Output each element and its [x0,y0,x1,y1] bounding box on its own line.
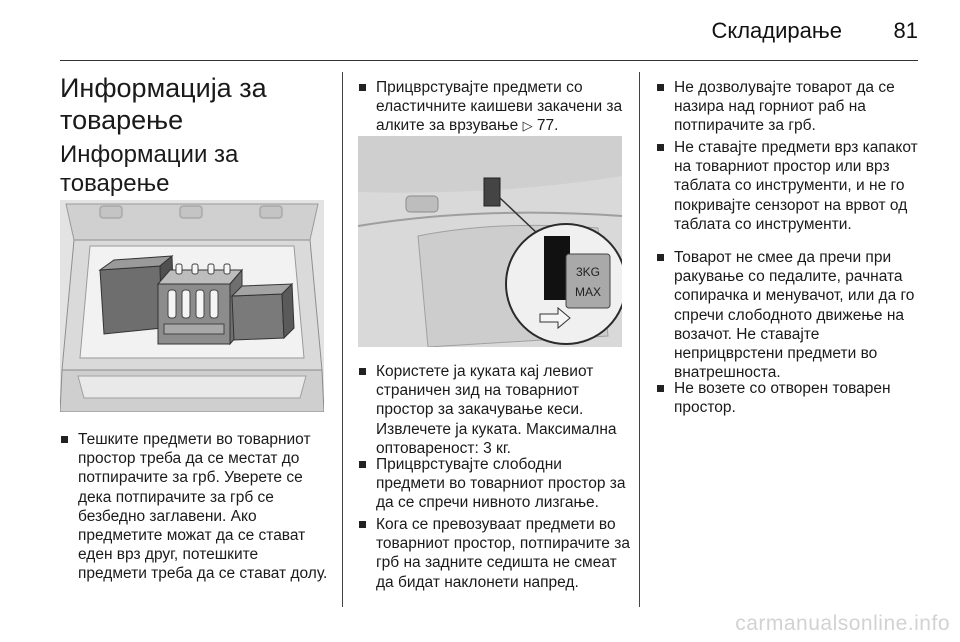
bullet-elastic-straps-text: Прицврстувајте предмети со еластичните каишеви закачени за алките за врзување [376,79,623,135]
arrow-reference-icon: ▷ [522,118,533,134]
watermark: carmanualsonline.info [735,612,950,635]
bullet-no-items-on-cover: Не ставајте предмети врз капакот на товарниот простор или врз таблата со инструменти, и не го покривајте сензорот на врвот од таблата со инструменти. [656,138,926,234]
bullet-closed-cargo: Не возете со отворен товарен простор. [656,379,926,417]
bullet-load-height: Не дозволувајте товарот да се назира над горниот раб на потпирачите за грб. [656,78,926,136]
column-divider-right [639,72,640,607]
bag-hook-photo [358,136,622,347]
page-number: 81 [893,18,918,43]
subsection-heading: Информации за товарење [60,141,239,197]
hook-label-weight: 3KG [575,265,601,279]
bullet-elastic-straps [358,78,628,136]
bullet-bag-hook: Користете ја куката кај левиот страничен зид на товарниот простор за закачување кеси. Извлечете ја куката. Максимална оптовареност: 3 кг. [358,362,632,458]
hook-label-max: MAX [574,285,602,299]
section-heading: Информација за товарење [60,73,267,135]
cargo-area-illustration [60,200,324,412]
cargo-boxes-photo [60,200,324,412]
bullet-pedals-clearance: Товарот не смее да пречи при ракување со педалите, рачната сопирачка и менувачот, или да го спречи слободното движење на возачот. Не ставајте неприцврстени предмети во внатрешноста. [656,248,928,382]
running-header-title: Складирање [711,18,842,43]
bullet-loose-items: Прицврстувајте слободни предмети во товарниот простор за да се спречи нивното лизгање. [358,455,632,513]
column-divider-left [342,72,343,607]
bullet-heavy-items: Тешките предмети во товарниот простор треба да се местат до потпирачите за грб. Уверете се дека потпирачите за грб се безбедно заглавени. Ако предметите можат да се стават еден врз друг, потешките предмети треба да се стават долу. [60,430,330,584]
bullet-seatbacks-upright: Кога се превозуваат предмети во товарниот простор, потпирачите за грб на задните седишта не смеат да бидат наклонети напред. [358,515,632,592]
header-rule [60,60,918,61]
page-reference[interactable]: 77. [536,117,559,135]
bag-hook-illustration [358,136,622,347]
